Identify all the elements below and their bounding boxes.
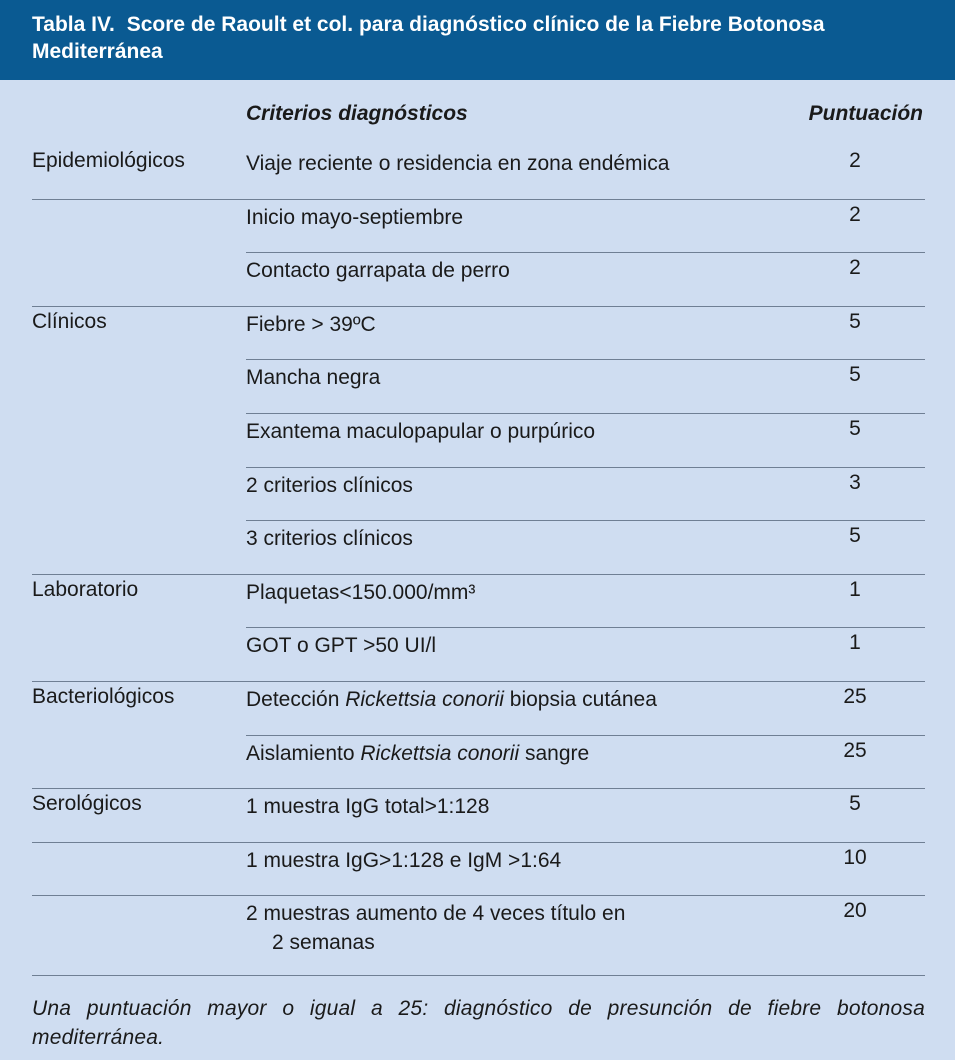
table-row [32, 414, 925, 468]
row-criterion: Contacto garrapata de perro [246, 259, 510, 283]
row-criterion: GOT o GPT >50 UI/l [246, 634, 437, 658]
row-category: Epidemiológicos [32, 149, 185, 172]
criterion-text: sangre [519, 741, 590, 765]
row-criterion: 1 muestra IgG>1:128 e IgM >1:64 [246, 848, 562, 872]
row-category: Clínicos [32, 309, 107, 333]
score-table [32, 80, 925, 976]
table-row [32, 307, 925, 361]
species-name: Rickettsia conorii [345, 687, 504, 711]
row-score: 5 [849, 524, 861, 548]
row-category: Bacteriológicos [32, 684, 175, 708]
row-score: 1 [849, 631, 861, 655]
table-row [32, 682, 925, 736]
row-score: 20 [843, 899, 867, 923]
row-criterion: Inicio mayo-septiembre [246, 205, 464, 229]
criterion-text: Aislamiento [246, 741, 361, 765]
table-footnote: Una puntuación mayor o igual a 25: diagnóstico de presunción de fiebre botonosa mediterránea. [32, 997, 925, 1050]
criterion-text: biopsia cutánea [503, 687, 657, 711]
table-row [32, 628, 925, 682]
table-header-row [32, 96, 925, 146]
table-row [32, 468, 925, 522]
species-name: Rickettsia conorii [360, 741, 520, 765]
row-score: 5 [849, 416, 861, 440]
row-criterion: Plaquetas<150.000/mm³ [246, 580, 476, 604]
row-criterion: 3 criterios clínicos [246, 527, 413, 551]
table-row [32, 253, 925, 307]
row-score: 5 [849, 792, 861, 816]
table-row [32, 789, 925, 843]
row-score: 5 [849, 309, 861, 333]
row-score: 2 [849, 202, 861, 226]
row-score: 10 [843, 845, 867, 869]
row-criterion: Fiebre > 39ºC [246, 312, 376, 336]
criterion-line: 2 muestras aumento de 4 veces título en [246, 902, 626, 926]
row-criterion [246, 899, 775, 957]
row-score: 3 [849, 470, 861, 494]
row-criterion: 1 muestra IgG total>1:128 [246, 795, 490, 819]
table-title-bar [0, 0, 955, 80]
table-row [32, 146, 925, 200]
row-score: 1 [849, 577, 861, 601]
table-title: Score de Raoult et col. para diagnóstico clínico de la Fiebre Botonosa Mediterránea [32, 13, 825, 63]
criterion-line-continued: 2 semanas [272, 931, 375, 955]
table-label: Tabla IV. [32, 13, 115, 36]
criterion-text: Detección [246, 687, 346, 711]
row-score: 2 [849, 149, 861, 172]
table-row [32, 843, 925, 897]
row-category: Serológicos [32, 792, 142, 816]
header-score: Puntuación [808, 102, 923, 125]
header-criteria: Criterios diagnósticos [246, 102, 468, 125]
row-divider [32, 975, 925, 976]
row-criterion: Viaje reciente o residencia en zona endémica [246, 152, 670, 175]
row-criterion [246, 739, 775, 768]
row-score: 25 [843, 738, 867, 762]
table-row [32, 521, 925, 575]
row-criterion [246, 685, 775, 714]
table-row [32, 896, 925, 976]
row-criterion: 2 criterios clínicos [246, 473, 413, 497]
table-row [32, 736, 925, 790]
table-row [32, 200, 925, 254]
table-row [32, 575, 925, 629]
row-category: Laboratorio [32, 577, 139, 601]
row-criterion: Exantema maculopapular o purpúrico [246, 419, 596, 443]
row-score: 25 [843, 684, 867, 708]
table-row [32, 360, 925, 414]
row-score: 2 [849, 256, 861, 280]
row-criterion: Mancha negra [246, 366, 381, 390]
row-score: 5 [849, 363, 861, 387]
